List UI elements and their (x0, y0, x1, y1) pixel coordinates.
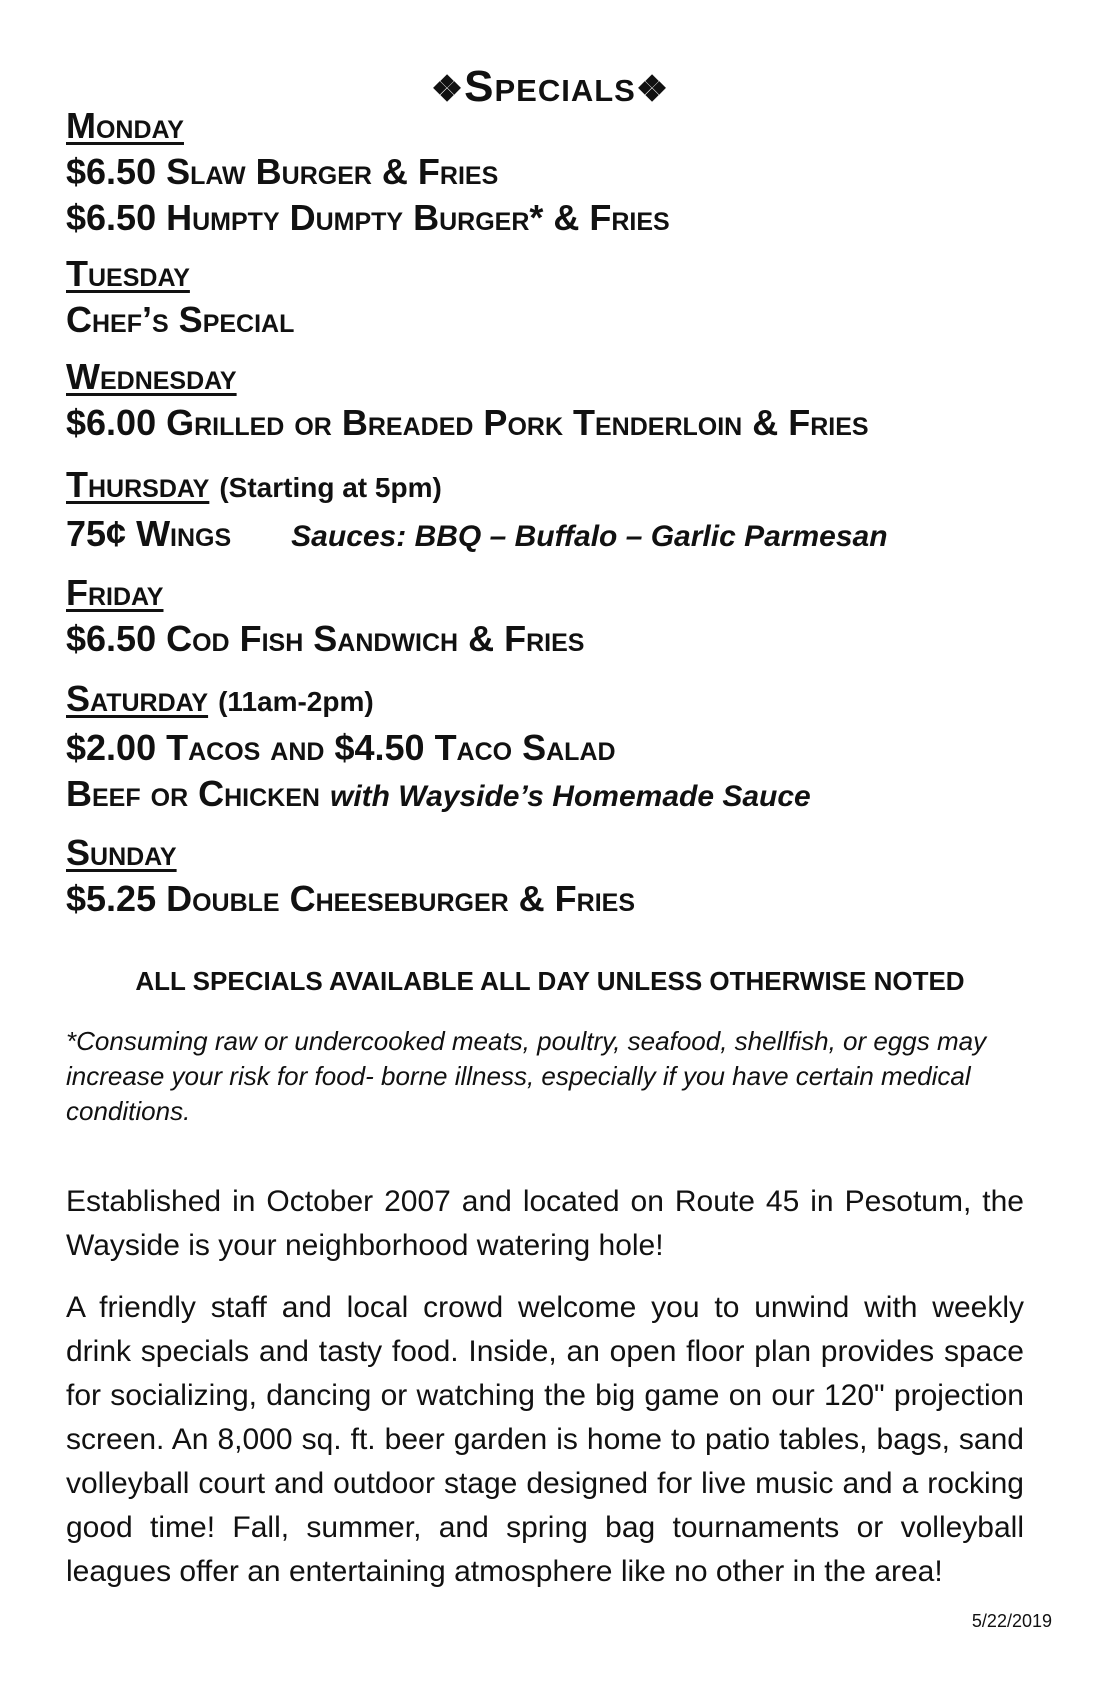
day-heading (66, 462, 888, 511)
day-name: Sunday (66, 832, 177, 873)
day-heading (66, 570, 584, 616)
special-item: $6.50 Cod Fish Sandwich & Fries (66, 618, 585, 659)
day-name: Wednesday (66, 356, 237, 397)
day-heading (66, 354, 869, 400)
day-name: Monday (66, 105, 184, 146)
all-specials-note: ALL SPECIALS AVAILABLE ALL DAY UNLESS OTHERWISE NOTED (135, 966, 965, 996)
day-block-monday (66, 103, 670, 241)
day-heading (66, 103, 670, 149)
day-name: Saturday (66, 678, 209, 719)
day-block-wednesday (66, 354, 869, 446)
sauces-text: Sauces: BBQ – Buffalo – Garlic Parmesan (291, 520, 888, 553)
special-item: $6.50 Humpty Dumpty Burger* & Fries (66, 197, 670, 238)
special-item: $5.25 Double Cheeseburger & Fries (66, 878, 636, 919)
day-block-sunday (66, 830, 635, 922)
ornament-right-icon: ❖ (635, 68, 670, 109)
special-item (66, 511, 888, 560)
special-item-text: 75¢ Wings (66, 513, 232, 554)
title-text: Specials (464, 62, 636, 111)
food-safety-disclaimer: *Consuming raw or undercooked meats, poultry, seafood, shellfish, or eggs may increase your risk for food- borne illness, especially if you have certain medical conditions. (66, 1026, 987, 1126)
day-note: (Starting at 5pm) (219, 472, 442, 503)
day-name: Friday (66, 572, 164, 613)
about-paragraph: A friendly staff and local crowd welcome you to unwind with weekly drink specials and tasty food. Inside, an open floor plan provides space for socializing, dancing or watching the big game on our 120" projection screen. An 8,000 sq. ft. beer garden is home to patio tables, bags, sand volleyball court and outdoor stage designed for live music and a rocking good time! Fall, summer, and spring bag tournaments or volleyball leagues offer an entertaining atmosphere like no other in the area! (66, 1291, 1024, 1588)
special-item: $6.00 Grilled or Breaded Pork Tenderloin & Fries (66, 402, 869, 443)
day-heading (66, 830, 635, 876)
ornament-left-icon: ❖ (430, 68, 465, 109)
day-block-tuesday (66, 251, 294, 343)
day-block-thursday (66, 462, 888, 560)
day-name: Thursday (66, 464, 210, 505)
day-name: Tuesday (66, 253, 190, 294)
special-item (66, 771, 811, 820)
day-heading (66, 251, 294, 297)
special-item: Chef’s Special (66, 299, 295, 340)
special-item: $2.00 Tacos and $4.50 Taco Salad (66, 727, 616, 768)
day-block-friday (66, 570, 584, 662)
special-item-extra: with Wayside’s Homemade Sauce (329, 780, 811, 813)
about-paragraph: Established in October 2007 and located on Route 45 in Pesotum, the Wayside is your neighborhood watering hole! (66, 1185, 1024, 1262)
special-item-text: Beef or Chicken (66, 773, 320, 814)
day-heading (66, 676, 811, 725)
day-note: (11am-2pm) (218, 686, 374, 717)
print-date: 5/22/2019 (971, 1611, 1052, 1631)
special-item: $6.50 Slaw Burger & Fries (66, 151, 499, 192)
day-block-saturday (66, 676, 811, 820)
